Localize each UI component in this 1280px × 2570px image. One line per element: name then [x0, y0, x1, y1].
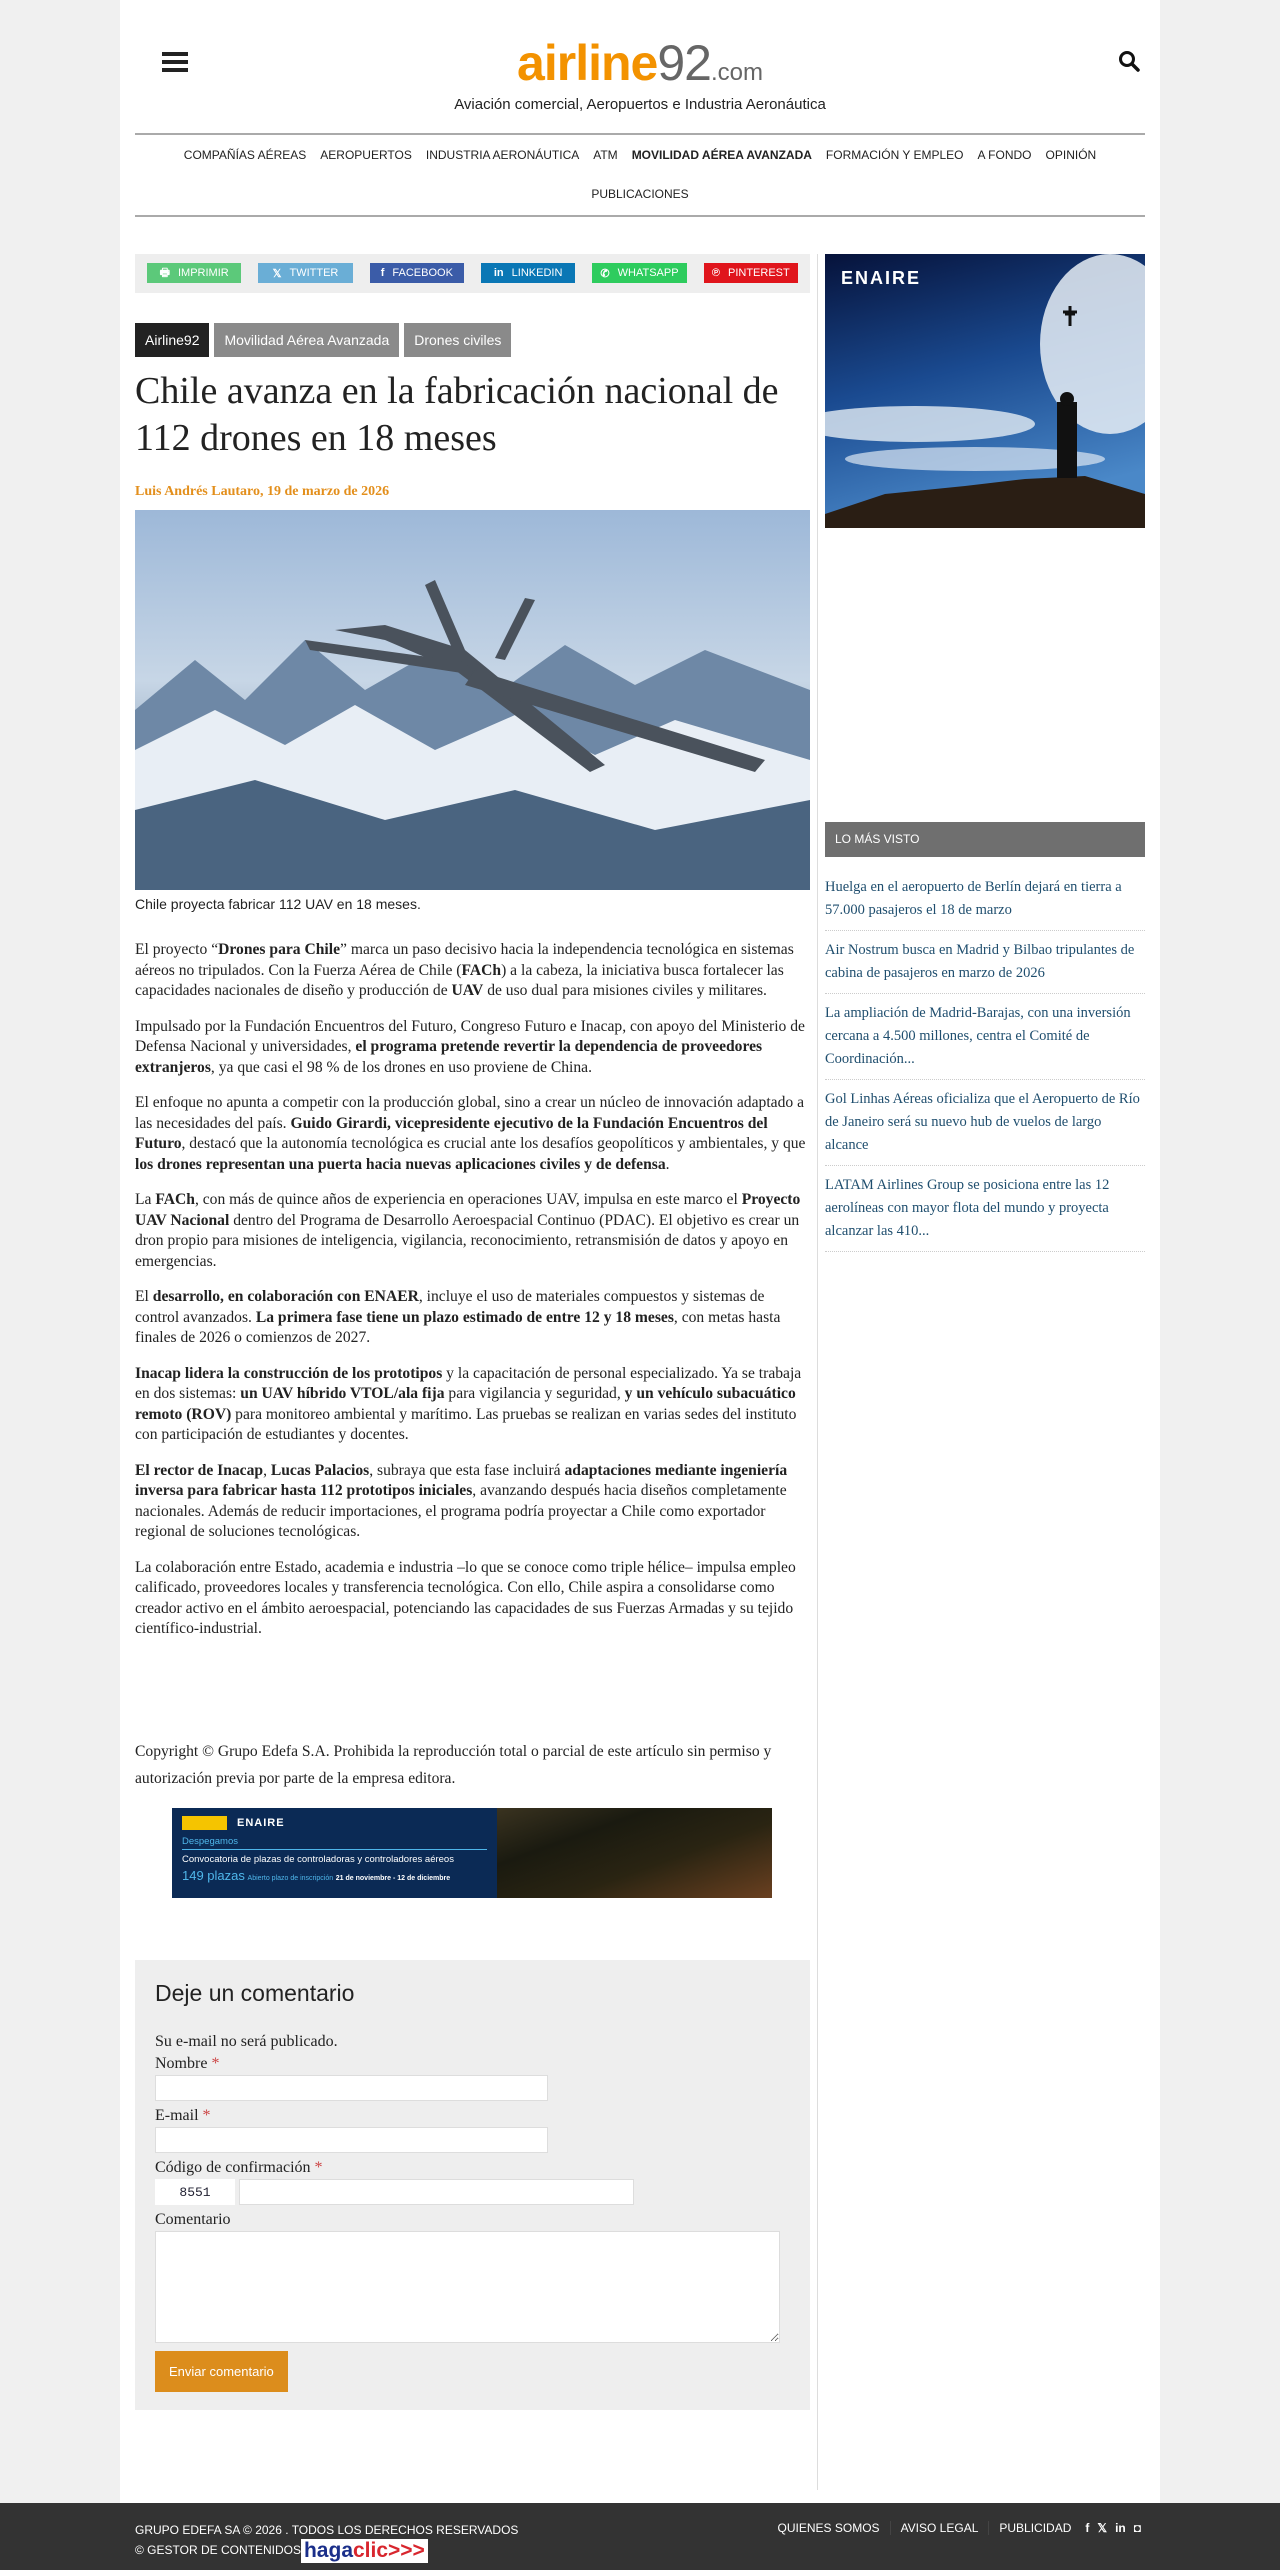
article-paragraph: [135, 1364, 810, 1446]
captcha-code: 8551: [155, 2179, 235, 2205]
linkedin-icon[interactable]: in: [1115, 2521, 1126, 2535]
bold-text: FACh: [461, 961, 502, 979]
share-label: PINTEREST: [727, 267, 790, 279]
captcha-input[interactable]: [239, 2179, 634, 2205]
text: ” marca un paso decisivo hacia la independencia tecnológica en sistemas aéreos no tripulados. Con la Fuerza Aérea de Chile (: [135, 941, 794, 979]
bold-text: los drones representan una puerta hacia nuevas aplicaciones civiles y de defensa: [135, 1155, 666, 1173]
article-paragraph: [135, 1190, 810, 1272]
share-imprimir-button[interactable]: [147, 263, 241, 283]
bold-text: adaptaciones mediante ingeniería inversa para fabricar hasta 112 prototipos iniciales: [135, 1461, 788, 1499]
share-facebook-button[interactable]: [370, 263, 464, 283]
share-label: LINKEDIN: [511, 267, 563, 279]
text: dentro del Programa de Desarrollo Aeroespacial Continuo (PDAC). El objetivo es crear un dron propio para misiones de inteligencia, vigilancia, reconocimiento, retransmisión de datos y apoyo en emergencias.: [135, 1211, 800, 1270]
twitter-icon: 𝕏: [272, 267, 282, 280]
tag[interactable]: Airline92: [135, 323, 209, 357]
bold-text: La primera fase tiene un plazo estimado de entre 12 y 18 meses: [255, 1308, 674, 1326]
required-mark: *: [314, 2159, 323, 2176]
tag[interactable]: Movilidad Aérea Avanzada: [214, 323, 399, 357]
most-viewed-item[interactable]: Gol Linhas Aéreas oficializa que el Aeropuerto de Río de Janeiro será su nuevo hub de vuelos de largo alcance: [825, 1080, 1145, 1166]
text: para monitoreo ambiental y marítimo. Las pruebas se realizan en varias sedes del instituto con participación de estudiantes y docentes.: [135, 1405, 797, 1443]
share-label: TWITTER: [289, 267, 339, 279]
text: , con metas hasta finales de 2026 o comienzos de 2027.: [135, 1308, 781, 1346]
most-viewed-header: LO MÁS VISTO: [825, 822, 1145, 857]
share-label: FACEBOOK: [392, 267, 453, 279]
article-paragraph: [135, 1017, 810, 1079]
comment-form: [135, 1960, 810, 2410]
share-whatsapp-button[interactable]: [592, 263, 686, 283]
bold-text: el programa pretende revertir la dependencia de proveedores extranjeros: [135, 1038, 763, 1076]
bold-text: Proyecto UAV Nacional: [135, 1191, 801, 1229]
name-label: Nombre: [155, 2055, 208, 2072]
banner-dates: 21 de noviembre - 12 de diciembre: [335, 1875, 451, 1882]
article-paragraph: [135, 1287, 810, 1349]
most-viewed-item[interactable]: Huelga en el aeropuerto de Berlín dejará en tierra a 57.000 pasajeros el 18 de marzo: [825, 868, 1145, 931]
code-label: Código de confirmación: [155, 2159, 311, 2176]
main-nav: [135, 146, 1145, 164]
text: , ya que casi el 98 % de los drones en uso proviene de China.: [210, 1058, 593, 1076]
text: La colaboración entre Estado, academia e industria –lo que se conoce como triple hélice– impulsa empleo calificado, proveedores locales y transferencia tecnológica. Con ello, Chile aspira a consolidarse como creador activo en el ámbito aeroespacial, potenciando las capacidades de sus Fuerzas Armadas y su tejido científico-industrial.: [135, 1558, 796, 1637]
banner-plazo: Abierto plazo de inscripción: [247, 1875, 334, 1882]
column-divider: [817, 254, 818, 2490]
nav-item[interactable]: COMPAÑÍAS AÉREAS: [183, 148, 307, 162]
text: El: [135, 1288, 153, 1305]
email-label: E-mail: [155, 2107, 199, 2124]
bold-text: desarrollo, en colaboración con ENAER: [152, 1288, 419, 1305]
article-body: [135, 940, 810, 1655]
text: , destacó que la autonomía tecnológica es crucial ante los desafíos geopolíticos y ambientales, y que: [181, 1135, 806, 1152]
article-title: Chile avanza en la fabricación nacional de 112 drones en 18 meses: [135, 370, 779, 459]
share-twitter-button[interactable]: [258, 263, 352, 283]
banner-kicker: Despegamos: [182, 1836, 487, 1850]
copyright-notice: Copyright © Grupo Edefa S.A. Prohibida la reproducción total o parcial de este artículo sin permiso y autorización previa por parte de la empresa editora.: [135, 1743, 772, 1787]
comment-textarea[interactable]: [155, 2231, 780, 2343]
required-mark: *: [202, 2107, 211, 2124]
cms-label: © GESTOR DE CONTENIDOS: [135, 2543, 301, 2558]
spain-gov-logo: [182, 1816, 227, 1830]
main-nav-row2: [135, 185, 1145, 203]
share-label: IMPRIMIR: [177, 267, 229, 279]
text: .: [665, 1155, 670, 1173]
bold-text: FACh: [155, 1191, 195, 1208]
hagaclic-logo[interactable]: [301, 2539, 428, 2563]
text: para vigilancia y seguridad,: [444, 1385, 625, 1402]
banner-photo: [497, 1808, 772, 1898]
most-viewed-list: [825, 868, 1145, 1252]
tag-list: [135, 323, 511, 357]
article-paragraph: [135, 940, 810, 1002]
comment-label: Comentario: [155, 2211, 231, 2228]
text: , incluye el uso de materiales compuestos y sistemas de control avanzados.: [135, 1288, 765, 1326]
most-viewed-item[interactable]: Air Nostrum busca en Madrid y Bilbao tripulantes de cabina de pasajeros en marzo de 2026: [825, 931, 1145, 994]
bold-text: y un vehículo subacuático remoto (ROV): [135, 1385, 796, 1423]
nav-item-active[interactable]: MOVILIDAD AÉREA AVANZADA: [631, 148, 812, 162]
text: ) a la cabeza, la iniciativa busca fortalecer las capacidades nacionales de diseño y producción de: [135, 961, 784, 999]
nav-item[interactable]: OPINIÓN: [1045, 148, 1097, 162]
nav-item[interactable]: FORMACIÓN Y EMPLEO: [825, 148, 964, 162]
image-caption: Chile proyecta fabricar 112 UAV en 18 meses.: [135, 896, 421, 912]
article-paragraph: [135, 1461, 810, 1543]
share-label: WHATSAPP: [617, 267, 679, 279]
nav-item[interactable]: AEROPUERTOS: [320, 148, 412, 162]
x-twitter-icon[interactable]: 𝕏: [1097, 2521, 1108, 2535]
divider: [135, 133, 1145, 135]
enaire-logo: ENAIRE: [841, 268, 922, 288]
submit-comment-button[interactable]: Enviar comentario: [155, 2351, 288, 2392]
banner-brand: ENAIRE: [237, 1817, 285, 1829]
article-paragraph: [135, 1093, 810, 1175]
text: ,: [263, 1461, 271, 1479]
banner-headline: Convocatoria de plazas de controladoras y controladores aéreos: [182, 1854, 454, 1865]
tag[interactable]: Drones civiles: [404, 323, 511, 357]
logo-text: haga: [303, 2539, 353, 2562]
comment-title: Deje un comentario: [155, 1980, 355, 2006]
banner-plazas: 149 plazas: [182, 1868, 245, 1883]
share-bar: [135, 254, 810, 293]
imprimir-icon: 🖶: [159, 266, 170, 279]
banner-text: [172, 1808, 497, 1898]
facebook-icon: f: [380, 267, 385, 279]
bold-text: El rector de Inacap: [135, 1461, 264, 1479]
whatsapp-icon: ✆: [600, 267, 610, 280]
text: , avanzando después hacia diseños completamente nacionales. Además de reducir importaciones, el programa podría proyectar a Chile como exportador regional de soluciones tecnológicas.: [135, 1482, 787, 1540]
text: Impulsado por la Fundación Encuentros del Futuro, Congreso Futuro e Inacap, con apoyo del Ministerio de Defensa Nacional y universidades,: [135, 1017, 805, 1055]
text: , con más de quince años de experiencia en operaciones UAV, impulsa en este marco el: [194, 1191, 742, 1208]
facebook-icon[interactable]: f: [1085, 2521, 1090, 2535]
bold-text: Lucas Palacios: [270, 1461, 370, 1479]
footer-link-aviso-legal[interactable]: AVISO LEGAL: [891, 2521, 990, 2535]
pinterest-icon: ℗: [711, 267, 720, 279]
email-note: Su e-mail no será publicado.: [155, 2033, 338, 2050]
text: de uso dual para misiones civiles y militares.: [483, 982, 767, 999]
site-logo[interactable]: [120, 34, 1160, 92]
logo-number: 92: [657, 35, 711, 91]
text: La: [135, 1191, 156, 1208]
footer-link-quienes-somos[interactable]: QUIENES SOMOS: [768, 2521, 891, 2535]
nav-item[interactable]: A FONDO: [977, 148, 1032, 162]
site-footer: [0, 2503, 1280, 2570]
nav-item[interactable]: INDUSTRIA AERONÁUTICA: [425, 148, 580, 162]
bold-text: un UAV híbrido VTOL/ala fija: [240, 1385, 445, 1402]
bold-text: Drones para Chile: [218, 941, 341, 958]
footer-copyright: GRUPO EDEFA SA © 2026 . TODOS LOS DERECHOS RESERVADOS: [135, 2523, 519, 2537]
share-linkedin-button[interactable]: [481, 263, 575, 283]
nav-item[interactable]: ATM: [593, 148, 618, 162]
text: , subraya que esta fase incluirá: [369, 1461, 565, 1479]
text: y la capacitación de personal especializado. Ya se trabaja en dos sistemas:: [135, 1364, 802, 1402]
article-image: [135, 510, 810, 890]
logo-tld: .com: [710, 59, 763, 86]
most-viewed-item[interactable]: La ampliación de Madrid-Barajas, con una inversión cercana a 4.500 millones, centra el Comité de Coordinación...: [825, 994, 1145, 1080]
search-icon[interactable]: [1118, 50, 1140, 72]
text: El enfoque no apunta a competir con la producción global, sino a crear un núcleo de innovación adaptado a las necesidades del país.: [135, 1094, 804, 1132]
bold-text: Inacap lidera la construcción de los prototipos: [135, 1364, 443, 1382]
share-pinterest-button[interactable]: [704, 263, 798, 283]
bold-text: UAV: [451, 982, 484, 999]
article-byline: Luis Andrés Lautaro, 19 de marzo de 2026: [135, 484, 390, 499]
text: El proyecto “: [135, 941, 219, 958]
bold-text: Guido Girardi, vicepresidente ejecutivo de la Fundación Encuentros del Futuro: [135, 1114, 768, 1152]
site-tagline: Aviación comercial, Aeropuertos e Industria Aeronáutica: [454, 96, 826, 113]
footer-link-publicidad[interactable]: PUBLICIDAD: [999, 2521, 1072, 2535]
linkedin-icon: in: [493, 267, 504, 279]
instagram-icon[interactable]: ◘: [1133, 2521, 1141, 2535]
logo-text: airline: [517, 35, 658, 91]
divider: [135, 215, 1145, 217]
nav-item[interactable]: PUBLICACIONES: [591, 187, 689, 201]
sidebar-enaire-ad[interactable]: [825, 254, 1145, 528]
required-mark: *: [211, 2055, 220, 2072]
article-paragraph: [135, 1558, 810, 1640]
logo-text: clic>>>: [353, 2539, 425, 2562]
most-viewed-item[interactable]: LATAM Airlines Group se posiciona entre las 12 aerolíneas con mayor flota del mundo y proyecta alcanzar las 410...: [825, 1166, 1145, 1252]
name-input[interactable]: [155, 2075, 548, 2101]
enaire-banner-ad[interactable]: [172, 1808, 772, 1898]
email-input[interactable]: [155, 2127, 548, 2153]
page-container: [120, 0, 1160, 2503]
